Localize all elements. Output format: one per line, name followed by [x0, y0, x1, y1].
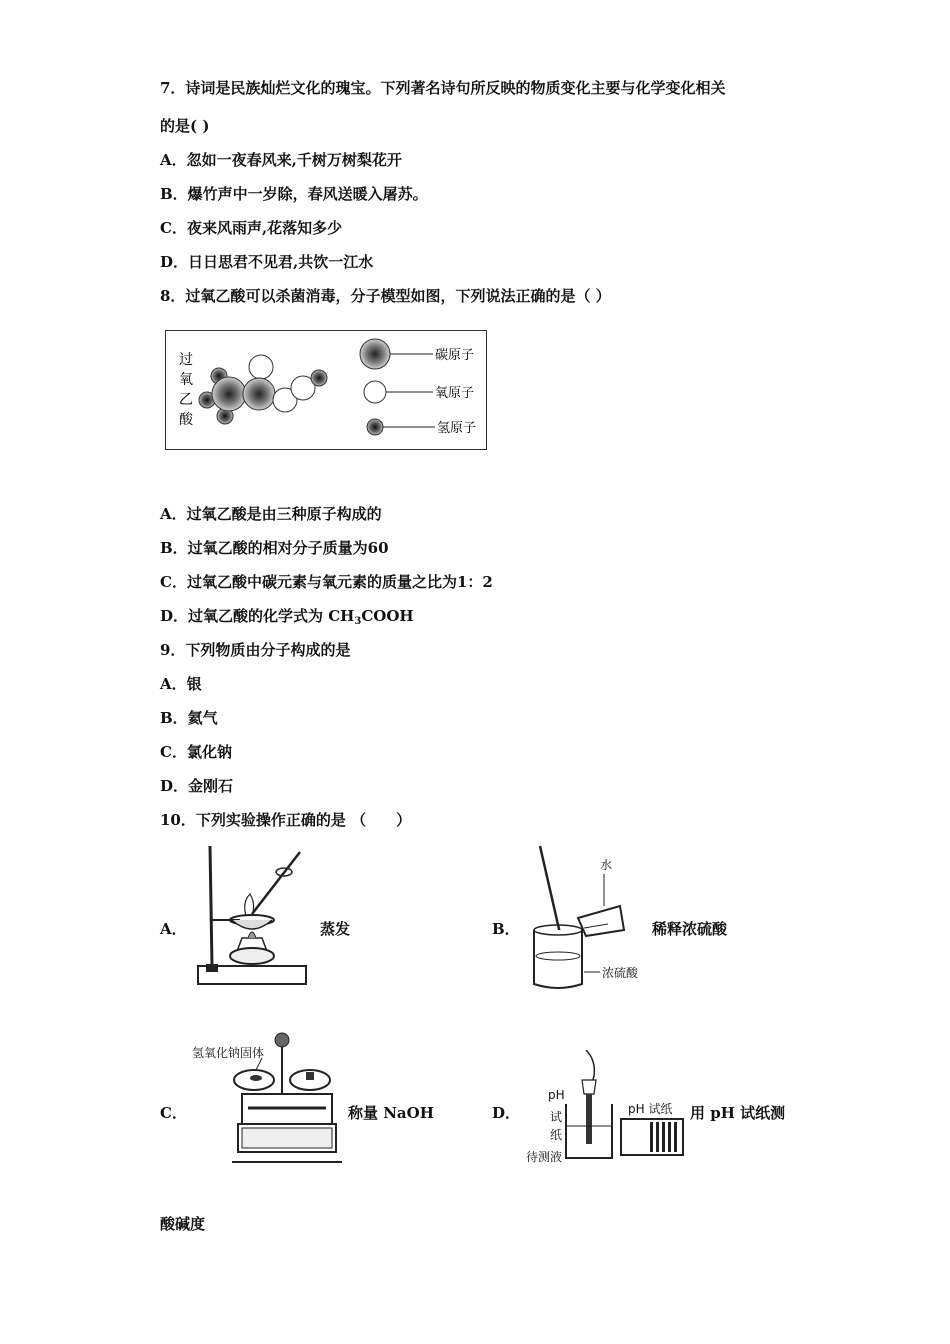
q10-d-strip-label: pH 试纸: [628, 1102, 673, 1116]
q10-b-label: B．: [492, 920, 520, 938]
q9-option-b: B．氦气: [160, 709, 218, 727]
q8-option-a: A．过氧乙酸是由三种原子构成的: [160, 505, 382, 523]
q9-option-c: C．氯化钠: [160, 743, 232, 761]
q10-d-caption: 用 pH 试纸测: [690, 1104, 786, 1122]
molecule-model-figure: [165, 330, 487, 450]
beaker-with-ph-paper: [560, 1050, 620, 1164]
q10-c-label: C．: [160, 1104, 187, 1122]
q10-d-liquid-label: 待测液: [526, 1150, 563, 1164]
q10-c-caption: 称量 NaOH: [348, 1104, 434, 1122]
q10-b-water-label: 水: [600, 858, 613, 872]
molecule-model-svg: [165, 330, 487, 450]
legend-carbon-label: 碳原子: [435, 348, 475, 363]
legend-hydrogen-icon: [367, 419, 383, 435]
q10-d-ph-label: pH: [548, 1088, 565, 1102]
evaporation-apparatus: [192, 842, 312, 992]
q8-d-suffix: COOH: [361, 607, 414, 625]
legend-carbon-icon: [360, 339, 390, 369]
q8-option-b: B．过氧乙酸的相对分子质量为60: [160, 539, 389, 557]
q8-d-subscript: 3: [354, 616, 362, 627]
ph-color-chart: [620, 1118, 684, 1156]
legend-hydrogen-label: 氢原子: [437, 421, 477, 436]
q8-d-prefix: D．过氧乙酸的化学式为 CH: [160, 607, 355, 625]
q10-b-acid-label: 浓硫酸: [602, 966, 639, 980]
carbon-atom: [212, 377, 246, 411]
hydrogen-atom: [311, 370, 327, 386]
carbon-atom: [243, 378, 275, 410]
q8-stem: 8．过氧乙酸可以杀菌消毒，分子模型如图，下列说法正确的是（ ）: [160, 287, 611, 305]
q10-d-shi-label: 试: [550, 1110, 563, 1124]
q7-option-b: B．爆竹声中一岁除，春风送暖入屠苏。: [160, 185, 428, 203]
title-char-2: 氧: [179, 372, 193, 388]
q9-stem: 9．下列物质由分子构成的是: [160, 641, 351, 659]
q7-option-d: D．日日思君不见君,共饮一江水: [160, 253, 374, 271]
legend-oxygen-label: 氧原子: [435, 386, 475, 401]
q10-a-caption: 蒸发: [320, 920, 351, 938]
q7-stem-line1: 7．诗词是民族灿烂文化的瑰宝。下列著名诗句所反映的物质变化主要与化学变化相关: [160, 79, 726, 97]
q10-stem: 10．下列实验操作正确的是 （ ）: [160, 811, 412, 829]
q9-option-a: A．银: [160, 675, 202, 693]
q10-d-caption-continued: 酸碱度: [160, 1215, 206, 1233]
title-char-3: 乙: [179, 392, 193, 408]
title-char-1: 过: [179, 352, 193, 368]
legend-oxygen-icon: [364, 381, 386, 403]
oxygen-atom: [249, 355, 273, 379]
q10-c-solid-label: 氢氧化钠固体: [192, 1046, 265, 1060]
q9-option-d: D．金刚石: [160, 777, 234, 795]
balance-apparatus: [232, 1030, 342, 1166]
q10-d-label: D．: [492, 1104, 521, 1122]
q7-option-a: A．忽如一夜春风来,千树万树梨花开: [160, 151, 402, 169]
q8-option-d: [160, 606, 414, 632]
q7-stem-line2: 的是( ): [160, 117, 210, 135]
q10-a-label: A．: [160, 920, 187, 938]
title-char-4: 酸: [179, 412, 193, 428]
q10-d-zhi-label: 纸: [550, 1128, 563, 1142]
q10-b-caption: 稀释浓硫酸: [652, 920, 728, 938]
q7-option-c: C．夜来风雨声,花落知多少: [160, 219, 343, 237]
q8-option-c: C．过氧乙酸中碳元素与氧元素的质量之比为1：2: [160, 573, 493, 591]
